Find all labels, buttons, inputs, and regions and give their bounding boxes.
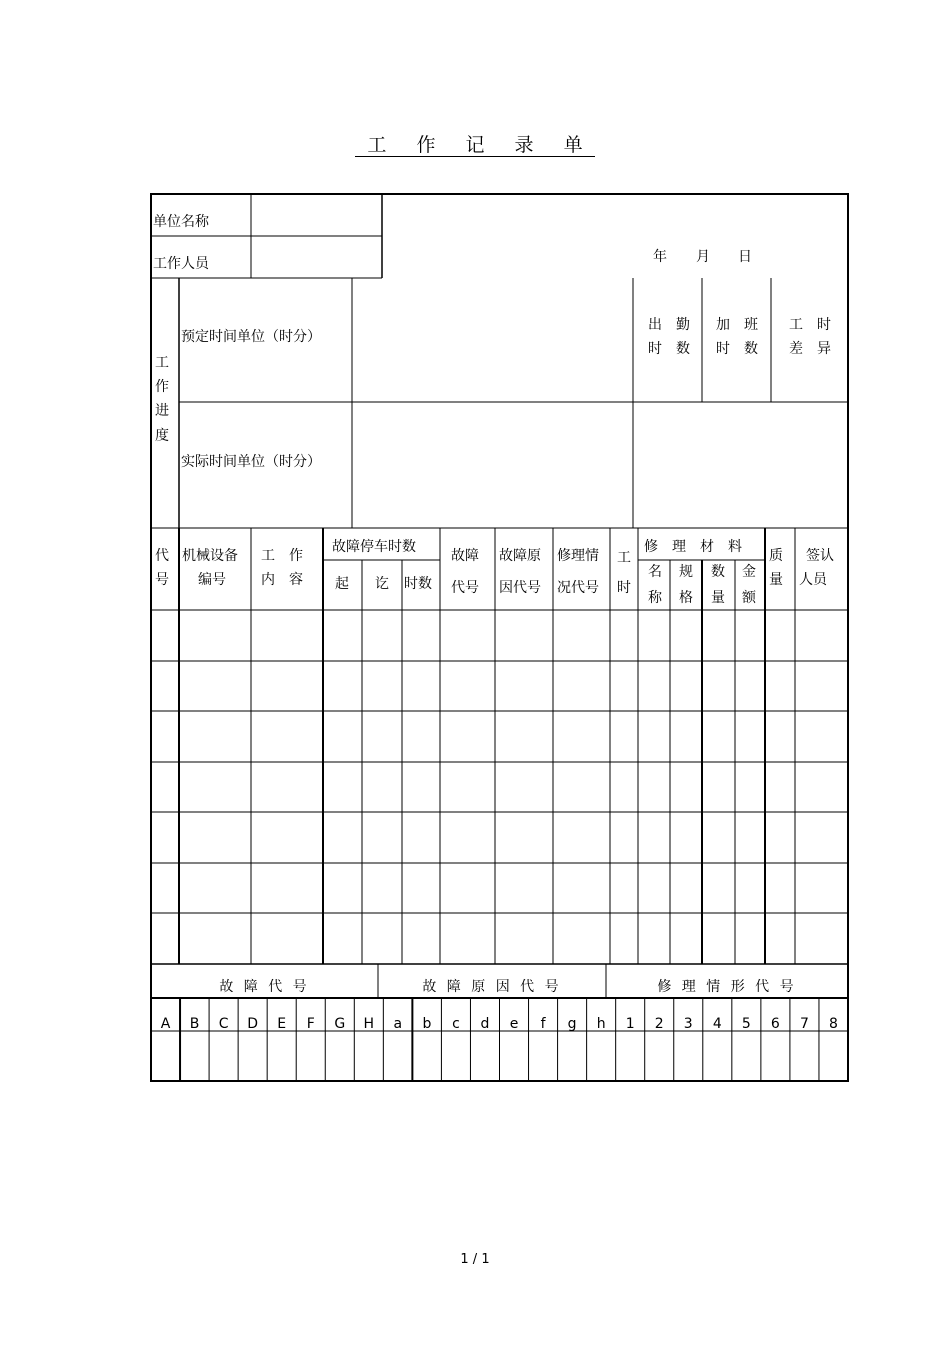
legend-code-cell: 5 [741, 1016, 751, 1032]
legend-code-cell: 6 [770, 1016, 780, 1032]
col-repair-status-2: 况代号 [557, 580, 599, 596]
date-month-label: 月 [696, 249, 710, 265]
col-mat-spec-2: 格 [679, 590, 693, 606]
legend-code-cell: B [189, 1016, 200, 1032]
legend-code-cell: g [567, 1016, 577, 1032]
legend-code-cell: C [218, 1016, 229, 1032]
planned-time-label: 预定时间单位（时分） [181, 329, 321, 345]
col-code-2: 号 [155, 572, 169, 588]
legend-code-cell: H [363, 1016, 375, 1032]
col-machine-no-2: 编号 [198, 572, 226, 588]
legend-code-cell: A [160, 1016, 171, 1032]
legend-code-cell: 2 [654, 1016, 664, 1032]
progress-side-label-1: 工 [155, 355, 169, 371]
col-fault-code-2: 代号 [451, 580, 479, 596]
col-mat-qty-1: 数 [711, 564, 725, 580]
col-fault-code-1: 故障 [451, 548, 479, 564]
col-mat-name-2: 称 [648, 590, 662, 606]
col-work-content-2: 内 容 [261, 572, 303, 588]
date-year-label: 年 [653, 249, 667, 265]
legend-code-cell: d [480, 1016, 490, 1032]
legend-code-cell: F [306, 1016, 315, 1032]
col-quality-1: 质 [769, 548, 783, 564]
col-machine-no-1: 机械设备 [182, 548, 238, 564]
legend-code-cell: e [509, 1016, 519, 1032]
col-work-hours-1: 工 [617, 550, 631, 566]
page-number: 1 / 1 [460, 1252, 490, 1267]
col-mat-amount-1: 金 [742, 564, 756, 580]
col-mat-qty-2: 量 [711, 590, 725, 606]
hours-diff-label-1: 工 时 [789, 317, 831, 333]
col-repair-status-1: 修理情 [557, 548, 599, 564]
legend-code-cell: E [277, 1016, 287, 1032]
legend-code-cell: 4 [712, 1016, 722, 1032]
cause-codes-title: 故 障 原 因 代 号 [422, 979, 562, 995]
unit-name-label: 单位名称 [153, 214, 209, 230]
legend-code-cell: c [452, 1016, 460, 1032]
legend-code-cell: b [422, 1016, 432, 1032]
legend-code-cell: 8 [829, 1016, 838, 1032]
col-signer-2: 人员 [799, 572, 827, 588]
col-materials: 修 理 材 料 [644, 539, 742, 555]
legend-code-cell: D [247, 1016, 259, 1032]
legend-code-cell: h [596, 1016, 606, 1032]
date-day-label: 日 [738, 249, 752, 265]
attendance-hours-label-2: 时 数 [648, 341, 690, 357]
col-downtime: 故障停车时数 [332, 539, 416, 555]
col-code-1: 代 [155, 548, 169, 564]
fault-codes-title: 故 障 代 号 [219, 979, 310, 995]
col-mat-amount-2: 额 [742, 590, 756, 606]
attendance-hours-label-1: 出 勤 [648, 317, 690, 333]
col-mat-spec-1: 规 [679, 564, 693, 580]
col-quality-2: 量 [769, 572, 783, 588]
col-signer-1: 签认 [806, 548, 834, 564]
legend-code-cell: 1 [625, 1016, 635, 1032]
col-work-hours-2: 时 [617, 580, 631, 596]
col-fault-cause-2: 因代号 [499, 580, 541, 596]
legend-code-cell: a [393, 1016, 403, 1032]
progress-side-label-2: 作 [155, 379, 169, 395]
overtime-hours-label-2: 时 数 [716, 341, 758, 357]
col-mat-name-1: 名 [648, 564, 662, 580]
progress-side-label-3: 进 [155, 403, 169, 419]
legend-code-cell: G [334, 1016, 346, 1032]
staff-label: 工作人员 [153, 256, 209, 272]
col-downtime-start: 起 [335, 576, 349, 592]
legend-code-cell: f [540, 1016, 546, 1032]
legend-code-cell: 7 [799, 1016, 809, 1032]
col-downtime-end: 讫 [375, 576, 389, 592]
overtime-hours-label-1: 加 班 [716, 317, 758, 333]
actual-time-label: 实际时间单位（时分） [181, 454, 321, 470]
repair-codes-title: 修 理 情 形 代 号 [657, 979, 797, 995]
col-downtime-hours: 时数 [404, 576, 432, 592]
page-title: 工 作 记 录 单 [0, 130, 950, 157]
col-fault-cause-1: 故障原 [499, 548, 541, 564]
legend-code-cell: 3 [683, 1016, 693, 1032]
hours-diff-label-2: 差 异 [789, 341, 831, 357]
col-work-content-1: 工 作 [261, 548, 303, 564]
progress-side-label-4: 度 [155, 428, 169, 444]
